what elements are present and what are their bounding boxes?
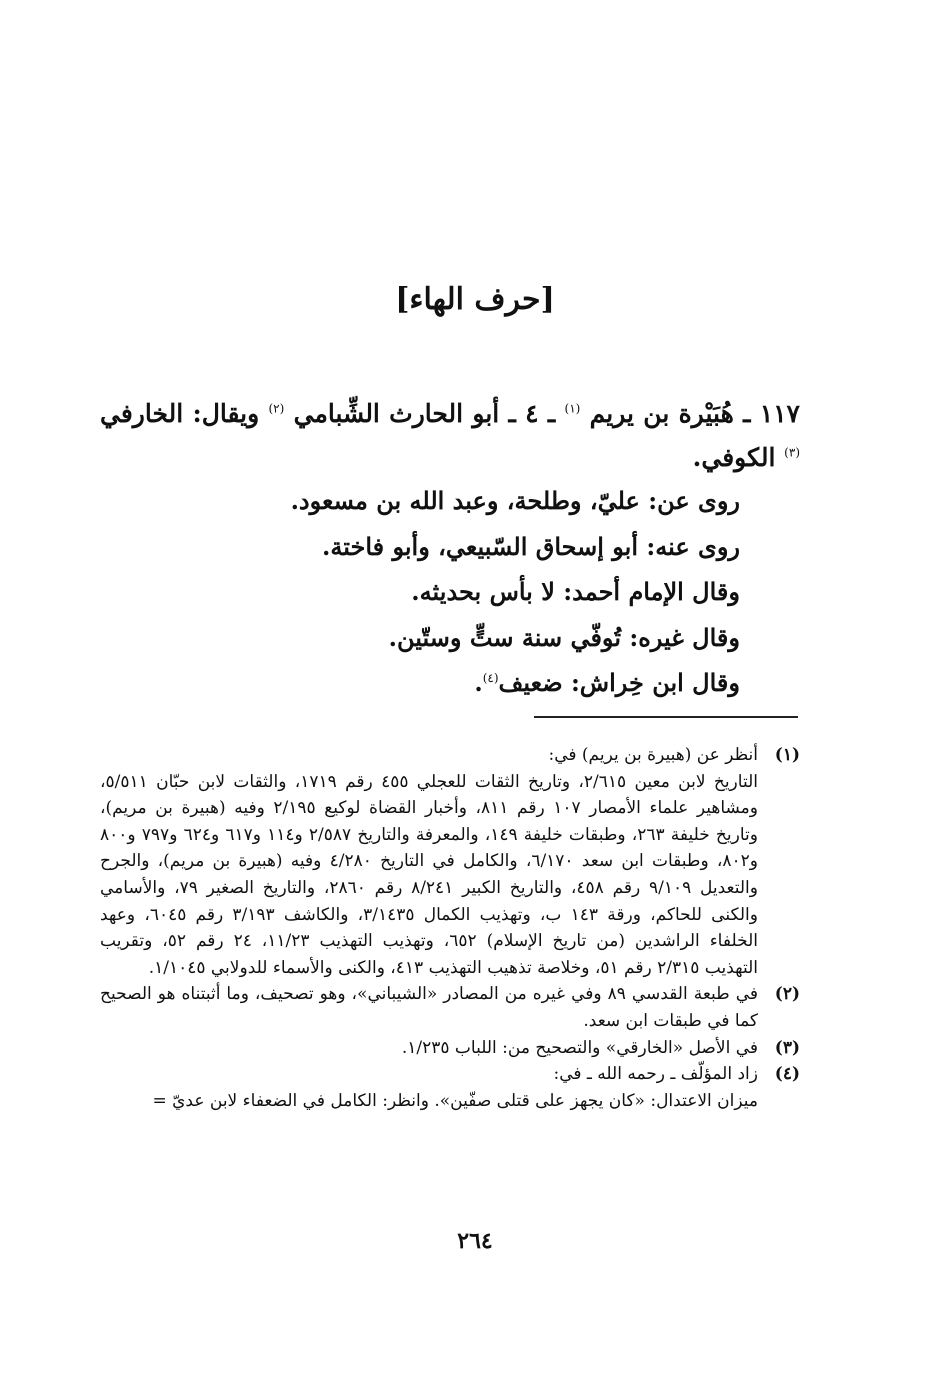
narrated-by-line: روى عنه: أبو إسحاق السّبيعي، وأبو فاختة. xyxy=(322,531,740,561)
footnote-body xyxy=(100,981,758,1034)
imam-ahmad-opinion-line: وقال الإمام أحمد: لا بأس بحديثه. xyxy=(411,577,740,606)
footnote-body xyxy=(100,742,758,981)
death-date-line: وقال غيره: تُوفّي سنة ستٍّ وستّين. xyxy=(388,622,740,652)
ibn-khirash-text: وقال ابن خِراش: ضعيف xyxy=(498,668,740,697)
footnote-ref-2[interactable]: (٢) xyxy=(268,401,285,416)
entry-name: هُبَيْرة بن يريم xyxy=(589,399,734,428)
biography-details xyxy=(120,478,740,706)
page-number: ٢٦٤ xyxy=(457,1228,493,1254)
footnote-number: (٤) xyxy=(774,1064,800,1085)
footnote-2 xyxy=(100,981,800,1034)
footnote-line: في طبعة القدسي ٨٩ وفي غيره من المصادر «الشيباني»، وهو تصحيف، وما أثبتناه هو الصحيح كما في طبقات ابن سعد. xyxy=(100,984,758,1031)
ibn-khirash-opinion-line xyxy=(120,660,740,706)
footnote-line: في الأصل «الخارقي» والتصحيح من: اللباب ١/٢٣٥. xyxy=(401,1037,758,1058)
entry-alt-nisba: ويقال: الخارفي xyxy=(100,399,260,428)
footnote-line: التاريخ لابن معين ٢/٦١٥، وتاريخ الثقات للعجلي ٤٥٥ رقم ١٧١٩، والثقات لابن حبّان ٥/٥١١، ومشاهير علماء الأمصار ١٠٧ رقم ٨١١، وأخبار القضاة لوكيع ٢/١٩٥ وفيه (هبيرة بن مريم)، وتاريخ خليفة ٢٦٣، وطبقات خليفة ١٤٩، والمعرفة والتاريخ ٢/٥٨٧ و١١٤ و٦١٧ و٦٢٤ و٧٩٧ و٨٠٠ و٨٠٢، وطبقات ابن سعد ٦/١٧٠، والكامل في التاريخ ٤/٢٨٠ وفيه (هبيرة بن مريم)، والجرح والتعديل ٩/١٠٩ رقم ٤٥٨، والتاريخ الكبير ٨/٢٤١ رقم ٢٨٦٠، والتاريخ الصغير ٧٩، والأسامي والكنى للحاكم، ورقة ١٤٣ ب، وتهذيب الكمال ٣/١٤٣٥، والكاشف ٣/١٩٣ رقم ٦٠٤٥، وعهد الخلفاء الراشدين (من تاريخ الإسلام) ٦٥٢، وتهذيب التهذيب ١١/٢٣، ٢٤ رقم ٥٢، وتقريب التهذيب ٢/٣١٥ رقم ٥١، وخلاصة تذهيب التهذيب ٤١٣، والكنى والأسماء للدولابي ١/١٠٤٥. xyxy=(100,771,758,978)
footnote-body xyxy=(100,1061,758,1114)
footnote-ref-1[interactable]: (١) xyxy=(564,401,581,416)
biography-entry-header xyxy=(100,392,800,480)
footnote-line: ميزان الاعتدال: «كان يجهز على قتلى صفّين». وانظر: الكامل في الضعفاء لابن عديّ = xyxy=(152,1090,758,1111)
entry-origin: الكوفي. xyxy=(692,443,776,472)
footnote-number: (٢) xyxy=(774,984,800,1005)
footnote-4 xyxy=(100,1061,800,1114)
line-end-period: . xyxy=(474,668,483,697)
footnote-body xyxy=(100,1035,758,1062)
entry-dash: ـ xyxy=(733,399,751,428)
footnote-divider xyxy=(534,716,798,718)
footnote-line: زاد المؤلّف ـ رحمه الله ـ في: xyxy=(553,1064,758,1085)
footnote-number: (١) xyxy=(774,745,800,765)
footnote-3 xyxy=(100,1035,800,1062)
narrated-from-line: روى عن: عليّ، وطلحة، وعبد الله بن مسعود. xyxy=(290,486,740,515)
entry-number: ١١٧ xyxy=(759,399,800,428)
entry-kunya: ـ ٤ ـ أبو الحارث الشِّبامي xyxy=(293,399,556,428)
footnote-number: (٣) xyxy=(774,1037,800,1058)
chapter-title: [حرف الهاء] xyxy=(395,282,555,317)
footnote-1 xyxy=(100,742,800,981)
footnotes-section xyxy=(100,742,800,1114)
footnote-ref-3[interactable]: (٣) xyxy=(784,445,800,460)
footnote-ref-4[interactable]: (٤) xyxy=(482,671,499,685)
footnote-line: أنظر عن (هبيرة بن يريم) في: xyxy=(548,745,758,765)
